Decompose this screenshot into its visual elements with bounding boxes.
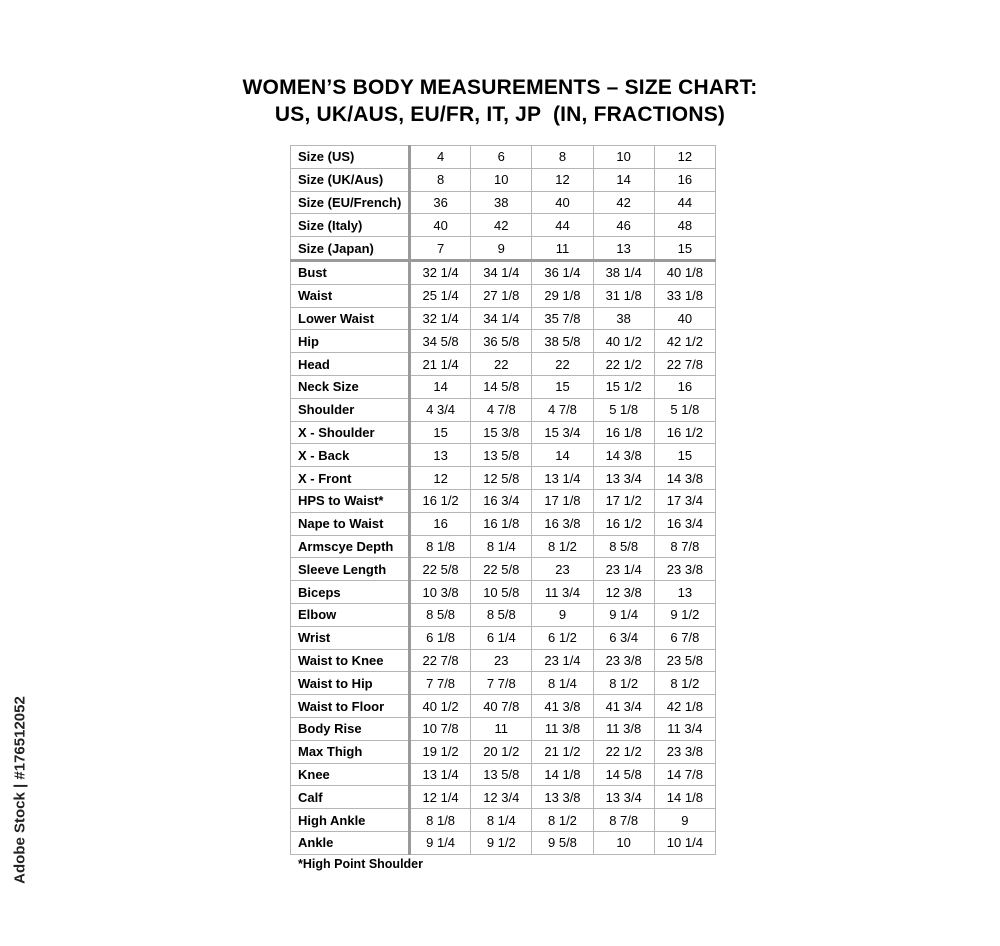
row-label: Waist to Hip — [291, 672, 410, 695]
measurement-row — [291, 603, 716, 626]
value-cell: 11 3/8 — [593, 717, 654, 740]
row-label: Knee — [291, 763, 410, 786]
value-cell: 16 — [654, 375, 715, 398]
value-cell: 6 1/2 — [532, 626, 593, 649]
measurement-row — [291, 467, 716, 490]
value-cell: 4 7/8 — [471, 398, 532, 421]
value-cell: 16 1/2 — [410, 489, 471, 512]
measurement-row — [291, 695, 716, 718]
row-label: Waist to Floor — [291, 695, 410, 718]
value-cell: 42 1/8 — [654, 695, 715, 718]
value-cell: 13 3/4 — [593, 786, 654, 809]
value-cell: 16 1/2 — [593, 512, 654, 535]
value-cell: 21 1/4 — [410, 353, 471, 376]
row-label: High Ankle — [291, 809, 410, 832]
value-cell: 9 — [471, 237, 532, 261]
value-cell: 16 — [654, 168, 715, 191]
measurement-row — [291, 512, 716, 535]
size-row — [291, 191, 716, 214]
measurement-row — [291, 672, 716, 695]
value-cell: 6 7/8 — [654, 626, 715, 649]
value-cell: 17 3/4 — [654, 489, 715, 512]
value-cell: 21 1/2 — [532, 740, 593, 763]
row-label: Elbow — [291, 603, 410, 626]
value-cell: 36 1/4 — [532, 260, 593, 284]
row-label: Waist to Knee — [291, 649, 410, 672]
value-cell: 23 1/4 — [593, 558, 654, 581]
measurement-row — [291, 421, 716, 444]
value-cell: 9 1/2 — [654, 603, 715, 626]
value-cell: 38 — [593, 307, 654, 330]
value-cell: 23 5/8 — [654, 649, 715, 672]
row-label: Sleeve Length — [291, 558, 410, 581]
row-label: Bust — [291, 260, 410, 284]
measurement-row — [291, 353, 716, 376]
size-row — [291, 214, 716, 237]
value-cell: 8 1/2 — [593, 672, 654, 695]
measurement-row — [291, 535, 716, 558]
value-cell: 8 7/8 — [654, 535, 715, 558]
value-cell: 14 7/8 — [654, 763, 715, 786]
value-cell: 38 1/4 — [593, 260, 654, 284]
measurement-row — [291, 649, 716, 672]
row-label: Waist — [291, 284, 410, 307]
row-label: X - Shoulder — [291, 421, 410, 444]
value-cell: 22 5/8 — [471, 558, 532, 581]
value-cell: 22 5/8 — [410, 558, 471, 581]
value-cell: 22 — [471, 353, 532, 376]
value-cell: 14 5/8 — [471, 375, 532, 398]
value-cell: 44 — [532, 214, 593, 237]
value-cell: 40 1/2 — [593, 330, 654, 353]
value-cell: 29 1/8 — [532, 284, 593, 307]
value-cell: 8 1/8 — [410, 535, 471, 558]
row-label: Size (US) — [291, 146, 410, 169]
row-label: HPS to Waist* — [291, 489, 410, 512]
value-cell: 6 1/4 — [471, 626, 532, 649]
value-cell: 40 — [654, 307, 715, 330]
value-cell: 14 5/8 — [593, 763, 654, 786]
value-cell: 10 — [471, 168, 532, 191]
value-cell: 40 1/2 — [410, 695, 471, 718]
value-cell: 10 7/8 — [410, 717, 471, 740]
value-cell: 11 3/4 — [654, 717, 715, 740]
value-cell: 11 — [532, 237, 593, 261]
stock-id-watermark — [10, 696, 30, 884]
row-label: Calf — [291, 786, 410, 809]
measurement-row — [291, 740, 716, 763]
value-cell: 14 1/8 — [532, 763, 593, 786]
value-cell: 16 3/4 — [654, 512, 715, 535]
chart-title — [0, 74, 1000, 128]
row-label: Head — [291, 353, 410, 376]
value-cell: 12 — [410, 467, 471, 490]
value-cell: 32 1/4 — [410, 260, 471, 284]
value-cell: 33 1/8 — [654, 284, 715, 307]
value-cell: 8 1/2 — [654, 672, 715, 695]
stock-id-text: Adobe Stock | #176512052 — [11, 696, 29, 884]
value-cell: 8 1/4 — [532, 672, 593, 695]
value-cell: 9 1/2 — [471, 831, 532, 854]
row-label: Size (EU/French) — [291, 191, 410, 214]
value-cell: 14 1/8 — [654, 786, 715, 809]
row-label: Size (Japan) — [291, 237, 410, 261]
row-label: Armscye Depth — [291, 535, 410, 558]
value-cell: 34 5/8 — [410, 330, 471, 353]
value-cell: 12 5/8 — [471, 467, 532, 490]
value-cell: 40 1/8 — [654, 260, 715, 284]
value-cell: 23 — [471, 649, 532, 672]
value-cell: 13 1/4 — [410, 763, 471, 786]
value-cell: 8 5/8 — [410, 603, 471, 626]
row-label: Biceps — [291, 581, 410, 604]
row-label: Hip — [291, 330, 410, 353]
value-cell: 25 1/4 — [410, 284, 471, 307]
value-cell: 8 5/8 — [471, 603, 532, 626]
measurement-row — [291, 330, 716, 353]
size-row — [291, 168, 716, 191]
title-line-2: US, UK/AUS, EU/FR, IT, JP (IN, FRACTIONS) — [274, 103, 726, 126]
value-cell: 12 — [532, 168, 593, 191]
value-cell: 14 3/8 — [654, 467, 715, 490]
value-cell: 16 3/8 — [532, 512, 593, 535]
value-cell: 22 1/2 — [593, 353, 654, 376]
value-cell: 6 1/8 — [410, 626, 471, 649]
measurement-row — [291, 581, 716, 604]
value-cell: 10 1/4 — [654, 831, 715, 854]
value-cell: 11 3/8 — [532, 717, 593, 740]
row-label: Shoulder — [291, 398, 410, 421]
value-cell: 9 — [532, 603, 593, 626]
measurement-row — [291, 489, 716, 512]
value-cell: 19 1/2 — [410, 740, 471, 763]
value-cell: 23 3/8 — [654, 558, 715, 581]
value-cell: 12 1/4 — [410, 786, 471, 809]
value-cell: 15 — [532, 375, 593, 398]
value-cell: 5 1/8 — [654, 398, 715, 421]
value-cell: 15 1/2 — [593, 375, 654, 398]
value-cell: 16 1/2 — [654, 421, 715, 444]
value-cell: 5 1/8 — [593, 398, 654, 421]
value-cell: 35 7/8 — [532, 307, 593, 330]
value-cell: 38 — [471, 191, 532, 214]
row-label: X - Back — [291, 444, 410, 467]
value-cell: 12 — [654, 146, 715, 169]
value-cell: 13 5/8 — [471, 444, 532, 467]
value-cell: 16 1/8 — [471, 512, 532, 535]
value-cell: 42 — [471, 214, 532, 237]
measurement-row — [291, 763, 716, 786]
value-cell: 42 — [593, 191, 654, 214]
value-cell: 13 3/8 — [532, 786, 593, 809]
value-cell: 14 — [593, 168, 654, 191]
value-cell: 14 — [532, 444, 593, 467]
row-label: Body Rise — [291, 717, 410, 740]
footnote: *High Point Shoulder — [298, 857, 423, 871]
value-cell: 10 — [593, 146, 654, 169]
value-cell: 31 1/8 — [593, 284, 654, 307]
value-cell: 8 1/8 — [410, 809, 471, 832]
value-cell: 13 — [410, 444, 471, 467]
value-cell: 7 — [410, 237, 471, 261]
value-cell: 36 5/8 — [471, 330, 532, 353]
value-cell: 38 5/8 — [532, 330, 593, 353]
value-cell: 4 3/4 — [410, 398, 471, 421]
value-cell: 9 1/4 — [593, 603, 654, 626]
value-cell: 8 1/4 — [471, 535, 532, 558]
value-cell: 13 5/8 — [471, 763, 532, 786]
value-cell: 9 1/4 — [410, 831, 471, 854]
value-cell: 17 1/2 — [593, 489, 654, 512]
value-cell: 12 3/4 — [471, 786, 532, 809]
value-cell: 15 — [410, 421, 471, 444]
value-cell: 14 — [410, 375, 471, 398]
value-cell: 46 — [593, 214, 654, 237]
value-cell: 40 — [532, 191, 593, 214]
value-cell: 15 — [654, 237, 715, 261]
value-cell: 15 3/8 — [471, 421, 532, 444]
title-line-1: WOMEN’S BODY MEASUREMENTS – SIZE CHART: — [242, 76, 758, 99]
value-cell: 7 7/8 — [471, 672, 532, 695]
value-cell: 10 5/8 — [471, 581, 532, 604]
value-cell: 8 7/8 — [593, 809, 654, 832]
value-cell: 11 — [471, 717, 532, 740]
size-chart-table — [290, 145, 716, 855]
value-cell: 13 3/4 — [593, 467, 654, 490]
row-label: Ankle — [291, 831, 410, 854]
value-cell: 8 — [532, 146, 593, 169]
value-cell: 40 — [410, 214, 471, 237]
value-cell: 8 1/2 — [532, 809, 593, 832]
measurement-row — [291, 786, 716, 809]
row-label: Neck Size — [291, 375, 410, 398]
value-cell: 22 — [532, 353, 593, 376]
value-cell: 44 — [654, 191, 715, 214]
value-cell: 14 3/8 — [593, 444, 654, 467]
measurement-row — [291, 626, 716, 649]
value-cell: 16 1/8 — [593, 421, 654, 444]
value-cell: 23 3/8 — [593, 649, 654, 672]
row-label: Wrist — [291, 626, 410, 649]
row-label: Max Thigh — [291, 740, 410, 763]
value-cell: 34 1/4 — [471, 307, 532, 330]
value-cell: 16 3/4 — [471, 489, 532, 512]
value-cell: 34 1/4 — [471, 260, 532, 284]
measurement-row — [291, 831, 716, 854]
size-row — [291, 146, 716, 169]
value-cell: 40 7/8 — [471, 695, 532, 718]
value-cell: 42 1/2 — [654, 330, 715, 353]
value-cell: 17 1/8 — [532, 489, 593, 512]
value-cell: 8 — [410, 168, 471, 191]
value-cell: 6 — [471, 146, 532, 169]
value-cell: 10 — [593, 831, 654, 854]
value-cell: 7 7/8 — [410, 672, 471, 695]
measurement-row — [291, 444, 716, 467]
value-cell: 8 1/4 — [471, 809, 532, 832]
measurement-row — [291, 284, 716, 307]
size-row — [291, 237, 716, 261]
value-cell: 22 7/8 — [654, 353, 715, 376]
value-cell: 4 — [410, 146, 471, 169]
value-cell: 13 — [654, 581, 715, 604]
row-label: X - Front — [291, 467, 410, 490]
row-label: Lower Waist — [291, 307, 410, 330]
value-cell: 41 3/8 — [532, 695, 593, 718]
measurement-row — [291, 260, 716, 284]
value-cell: 15 — [654, 444, 715, 467]
value-cell: 13 — [593, 237, 654, 261]
value-cell: 9 5/8 — [532, 831, 593, 854]
measurement-row — [291, 398, 716, 421]
measurement-row — [291, 717, 716, 740]
value-cell: 10 3/8 — [410, 581, 471, 604]
value-cell: 12 3/8 — [593, 581, 654, 604]
value-cell: 20 1/2 — [471, 740, 532, 763]
value-cell: 41 3/4 — [593, 695, 654, 718]
value-cell: 15 3/4 — [532, 421, 593, 444]
value-cell: 27 1/8 — [471, 284, 532, 307]
row-label: Size (UK/Aus) — [291, 168, 410, 191]
value-cell: 23 — [532, 558, 593, 581]
value-cell: 4 7/8 — [532, 398, 593, 421]
value-cell: 36 — [410, 191, 471, 214]
measurement-row — [291, 307, 716, 330]
value-cell: 6 3/4 — [593, 626, 654, 649]
value-cell: 32 1/4 — [410, 307, 471, 330]
value-cell: 8 5/8 — [593, 535, 654, 558]
value-cell: 16 — [410, 512, 471, 535]
value-cell: 9 — [654, 809, 715, 832]
value-cell: 8 1/2 — [532, 535, 593, 558]
value-cell: 11 3/4 — [532, 581, 593, 604]
value-cell: 22 1/2 — [593, 740, 654, 763]
value-cell: 48 — [654, 214, 715, 237]
measurement-row — [291, 375, 716, 398]
value-cell: 13 1/4 — [532, 467, 593, 490]
value-cell: 23 1/4 — [532, 649, 593, 672]
measurement-row — [291, 809, 716, 832]
value-cell: 23 3/8 — [654, 740, 715, 763]
row-label: Size (Italy) — [291, 214, 410, 237]
value-cell: 22 7/8 — [410, 649, 471, 672]
row-label: Nape to Waist — [291, 512, 410, 535]
measurement-row — [291, 558, 716, 581]
